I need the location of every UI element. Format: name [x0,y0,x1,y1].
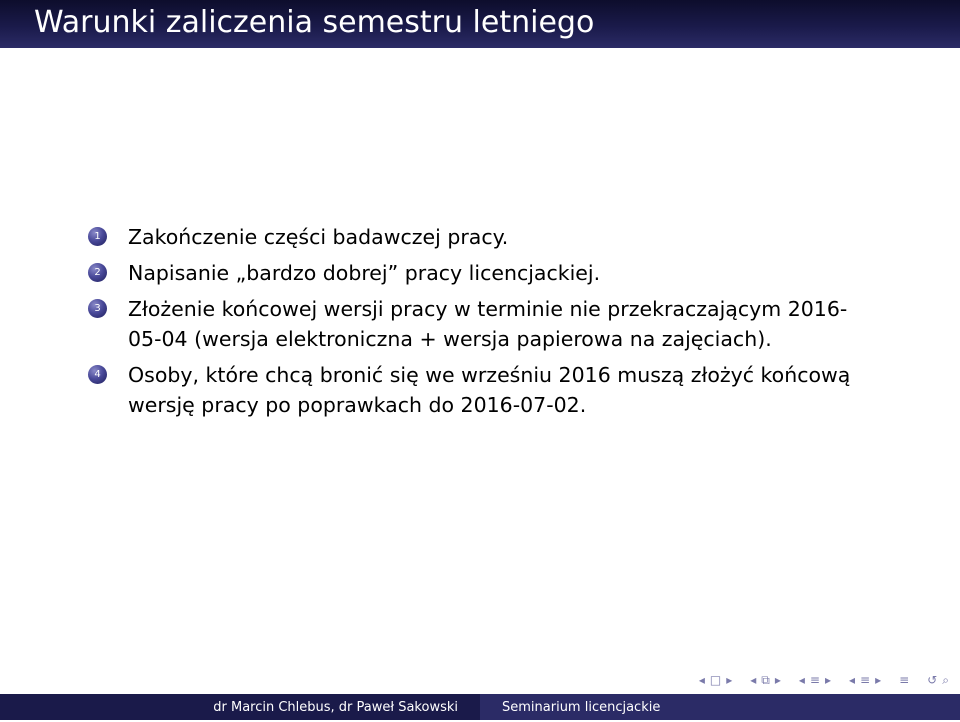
item-number-badge: 3 [88,299,107,318]
nav-right-arrow-icon[interactable]: ▸ [726,673,733,687]
nav-search-icon[interactable]: ↺ [927,673,938,687]
item-text: Zakończenie części badawczej pracy. [128,225,509,249]
nav-left-arrow-icon[interactable]: ◂ [849,673,856,687]
enumerated-list [88,222,888,426]
beamer-navigation-bar [698,670,950,690]
nav-right-arrow-icon[interactable]: ▸ [875,673,882,687]
footer-authors: dr Marcin Chlebus, dr Paweł Sakowski [0,694,480,720]
item-number-badge: 1 [88,227,107,246]
list-item [88,294,888,354]
item-number-badge: 2 [88,263,107,282]
item-number-badge: 4 [88,365,107,384]
item-text: Osoby, które chcą bronić się we wrześniu 2016 muszą złożyć końcową wersję pracy po poprawkach do 2016-07-02. [128,363,851,417]
nav-right-arrow-icon[interactable]: ▸ [824,673,832,687]
nav-left-arrow-icon[interactable]: ◂ [698,673,705,687]
footer-course: Seminarium licencjackie [480,694,960,720]
slide-title: Warunki zaliczenia semestru letniego [34,5,595,40]
item-text: Napisanie „bardzo dobrej” pracy licencjackiej. [128,261,601,285]
nav-left-arrow-icon[interactable]: ◂ [798,673,805,687]
nav-frame-icon[interactable]: □ [709,673,722,687]
nav-section-icon[interactable]: ≡ [860,673,871,687]
list-item [88,222,888,252]
nav-search-icon[interactable]: ⌕ [942,672,949,687]
nav-section-icon[interactable]: ≡ [809,673,820,687]
nav-right-arrow-icon[interactable]: ▸ [774,673,781,687]
list-item [88,258,888,288]
title-bar [0,0,960,48]
nav-align-icon[interactable]: ≡ [899,673,910,687]
item-text: Złożenie końcowej wersji pracy w terminie nie przekraczającym 2016-05-04 (wersja elektroniczna + wersja papierowa na zajęciach). [128,297,848,351]
nav-subsection-icon[interactable]: ⧉ [761,672,770,687]
nav-left-arrow-icon[interactable]: ◂ [750,673,757,687]
footer [0,694,960,720]
list-item [88,360,888,420]
